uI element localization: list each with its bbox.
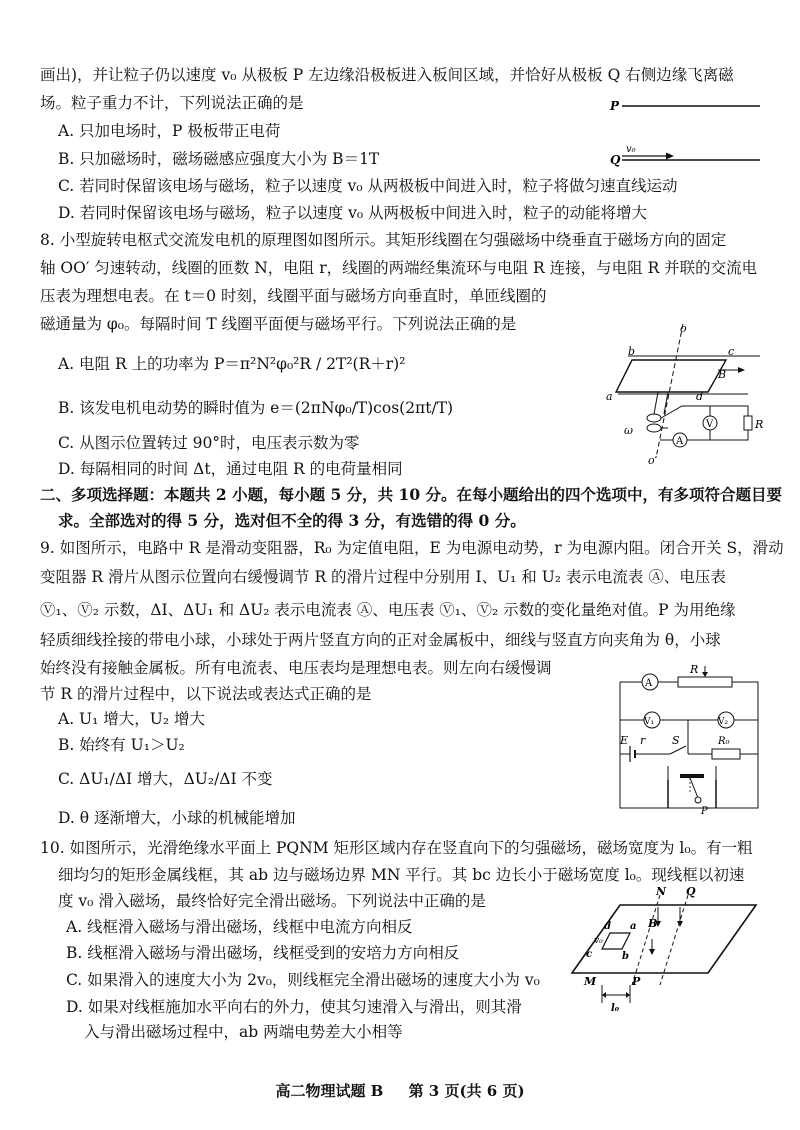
q9-line-2: 变阻器 R 滑片从图示位置向右缓慢调节 R 的滑片过程中分别用 I、U₁ 和 U₂ 表示电流表 Ⓐ、电压表 (40, 568, 726, 586)
svg-text:R₀: R₀ (718, 736, 730, 747)
svg-text:a: a (606, 390, 613, 403)
svg-text:A: A (676, 436, 684, 447)
q10-option-d: D. 如果对线框施加水平向右的外力，使其匀速滑入与滑出，则其滑 (66, 998, 522, 1016)
q10-option-d-cont: 入与滑出磁场过程中，ab 两端电势差大小相等 (84, 1023, 403, 1041)
svg-text:B: B (648, 917, 658, 930)
q9-option-a: A. U₁ 增大，U₂ 增大 (58, 710, 205, 728)
svg-text:l₀: l₀ (611, 1003, 620, 1014)
q9-line-4: 轻质细线拴接的带电小球，小球处于两片竖直方向的正对金属板中，细线与竖直方向夹角为 θ，小球 (40, 631, 721, 649)
svg-text:Q: Q (686, 885, 696, 898)
svg-text:V₂: V₂ (718, 717, 729, 727)
q9-line-6: 节 R 的滑片过程中，以下说法或表达式正确的是 (40, 685, 372, 703)
svg-text:R: R (755, 418, 764, 431)
svg-text:d: d (696, 390, 704, 403)
q10-line-3: 度 v₀ 滑入磁场，最终恰好完全滑出磁场。下列说法中正确的是 (58, 892, 486, 910)
svg-text:o: o (680, 322, 687, 335)
q10-magnetic-field-figure (560, 885, 770, 1015)
q8-option-d: D. 每隔相同的时间 Δt，通过电阻 R 的电荷量相同 (58, 460, 403, 478)
svg-text:N: N (656, 885, 667, 898)
q9-option-d: D. θ 逐渐增大，小球的机械能增加 (58, 809, 296, 827)
section2-line-1: 二、多项选择题：本题共 2 小题，每小题 5 分，共 10 分。在每小题给出的四个选项中，有多项符合题目要 (40, 485, 783, 504)
q10-line-2: 细均匀的矩形金属线框，其 ab 边与磁场边界 MN 平行。其 bc 边长小于磁场宽度 l₀。现线框以初速 (58, 866, 745, 884)
q7-option-c: C. 若同时保留该电场与磁场，粒子以速度 v₀ 从两极板中间进入时，粒子将做匀速直线运动 (58, 177, 678, 195)
q9-line-1: 9. 如图所示，电路中 R 是滑动变阻器，R₀ 为定值电阻，E 为电源电动势，r 为电源内阻。闭合开关 S，滑动 (40, 539, 784, 557)
label-q: Q (610, 153, 621, 167)
footer-subject: 高二物理试题 B (275, 1082, 384, 1100)
q7-line-1: 画出)，并让粒子仍以速度 v₀ 从极板 P 左边缘沿极板进入板间区域，并恰好从极板 Q 右侧边缘飞离磁 (40, 66, 734, 84)
q8-option-c: C. 从图示位置转过 90°时，电压表示数为零 (58, 434, 360, 452)
q8-line-2: 轴 OO′ 匀速转动，线圈的匝数 N，电阻 r，线圈的两端经集流环与电阻 R 连接，与电阻 R 并联的交流电 (40, 259, 758, 277)
q7-line-2: 场。粒子重力不计，下列说法正确的是 (40, 94, 304, 112)
q8-line-4: 磁通量为 φ₀。每隔时间 T 线圈平面便与磁场平行。下列说法正确的是 (40, 315, 517, 333)
q8-line-3: 压表为理想电表。在 t＝0 时刻，线圈平面与磁场方向垂直时，单匝线圈的 (40, 287, 547, 305)
svg-text:c: c (728, 345, 735, 358)
label-p: P (610, 99, 620, 113)
svg-text:a: a (630, 921, 637, 932)
q8-option-b: B. 该发电机电动势的瞬时值为 e＝(2πNφ₀/T)cos(2πt/T) (58, 399, 454, 417)
q7-plates-figure (600, 92, 765, 172)
q9-option-b: B. 始终有 U₁＞U₂ (58, 736, 185, 754)
svg-text:E: E (620, 734, 629, 747)
svg-text:P: P (701, 806, 708, 817)
label-v0: v₀ (626, 144, 636, 155)
svg-text:V: V (706, 419, 714, 430)
q10-option-c: C. 如果滑入的速度大小为 2v₀，则线框完全滑出磁场的速度大小为 v₀ (66, 971, 540, 989)
q7-option-b: B. 只加磁场时，磁场磁感应强度大小为 B＝1T (58, 150, 380, 168)
svg-text:M: M (584, 975, 597, 988)
svg-text:o′: o′ (648, 454, 658, 466)
q7-option-a: A. 只加电场时，P 极板带正电荷 (58, 122, 281, 140)
q10-option-b: B. 线框滑入磁场与滑出磁场，线框受到的安培力方向相反 (66, 944, 460, 962)
svg-text:P: P (632, 975, 641, 988)
svg-text:v₀: v₀ (594, 936, 603, 946)
svg-text:c: c (586, 949, 593, 960)
svg-text:d: d (604, 921, 611, 932)
q8-line-1: 8. 小型旋转电枢式交流发电机的原理图如图所示。其矩形线圈在匀强磁场中绕垂直于磁场方向的固定 (40, 231, 727, 249)
q9-line-3: Ⓥ₁、Ⓥ₂ 示数，ΔI、ΔU₁ 和 ΔU₂ 表示电流表 Ⓐ、电压表 Ⓥ₁、Ⓥ₂ 示数的变化量绝对值。P 为用绝缘 (40, 601, 736, 619)
svg-text:ω: ω (624, 424, 633, 437)
footer-page-number: 第 3 页(共 6 页) (408, 1082, 525, 1100)
q9-circuit-figure (608, 662, 766, 818)
svg-text:V₁: V₁ (644, 717, 655, 727)
q8-option-a: A. 电阻 R 上的功率为 P＝π²N²φ₀²R / 2T²(R＋r)² (58, 355, 406, 373)
svg-text:r: r (640, 734, 646, 747)
svg-text:b: b (622, 951, 629, 962)
section2-line-2: 求。全部选对的得 5 分，选对但不全的得 3 分，有选错的得 0 分。 (58, 511, 526, 530)
svg-text:A: A (645, 678, 653, 689)
svg-text:S: S (672, 734, 680, 747)
q9-line-5: 始终没有接触金属板。所有电流表、电压表均是理想电表。则左向右缓慢调 (40, 659, 552, 677)
q10-option-a: A. 线框滑入磁场与滑出磁场，线框中电流方向相反 (66, 918, 413, 936)
page-footer (0, 1080, 800, 1101)
svg-text:R: R (690, 663, 699, 676)
q8-generator-figure (598, 318, 768, 466)
q10-line-1: 10. 如图所示，光滑绝缘水平面上 PQNM 矩形区域内存在竖直向下的匀强磁场，磁场宽度为 l₀。有一粗 (40, 839, 753, 857)
q7-option-d: D. 若同时保留该电场与磁场，粒子以速度 v₀ 从两极板中间进入时，粒子的动能将增大 (58, 204, 648, 222)
q9-option-c: C. ΔU₁/ΔI 增大，ΔU₂/ΔI 不变 (58, 770, 273, 788)
svg-text:b: b (628, 345, 636, 358)
svg-text:B: B (718, 368, 727, 381)
